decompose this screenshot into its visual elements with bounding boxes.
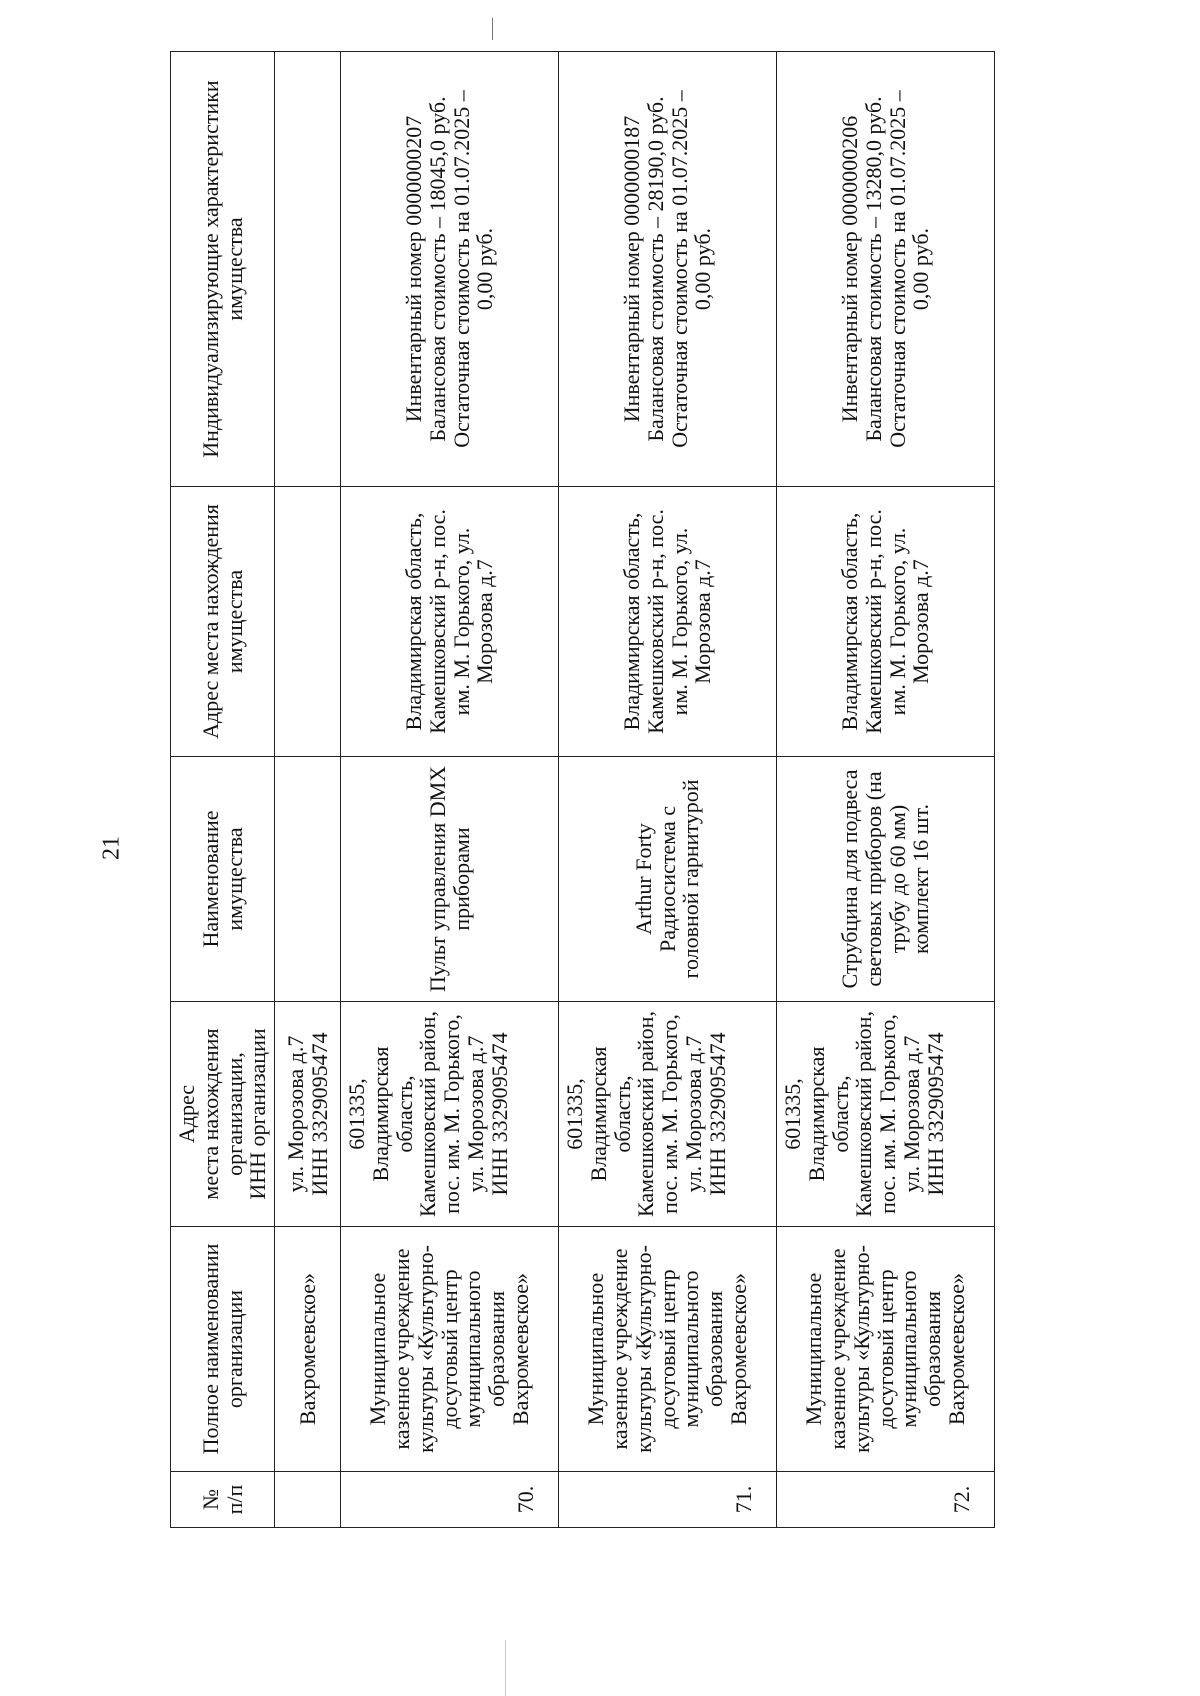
addr-line: ул. Морозова д.7: [282, 1035, 308, 1193]
cell-num: 71.: [559, 1472, 777, 1528]
cell-addr: [777, 1002, 995, 1227]
cell-name: [275, 757, 341, 1002]
char-line: Балансовая стоимость – 28190,0 руб.: [642, 96, 668, 442]
header-addr: [171, 1002, 275, 1227]
addr-line: Камешковский район,: [633, 1011, 659, 1217]
char-line: Остаточная стоимость на 01.07.2025 –: [666, 90, 692, 448]
cell-loc: Владимирская область, Камешковский р-н, пос. им. М. Горького, ул. Морозова д.7: [341, 487, 559, 757]
addr-line: Владимирская: [585, 1046, 611, 1182]
addr-line: ИНН 3329095474: [486, 1032, 512, 1196]
cell-addr: [275, 1002, 341, 1227]
header-loc: Адрес места нахождения имущества: [171, 487, 275, 757]
cell-name: Пульт управления DMX приборами: [341, 757, 559, 1002]
table-row: [777, 52, 995, 1528]
addr-line: 601335,: [780, 1078, 805, 1150]
binder-mark: [492, 18, 493, 40]
addr-line: ИНН 3329095474: [922, 1032, 948, 1196]
addr-line: Камешковский район,: [851, 1011, 877, 1217]
cell-org: Муниципальное казенное учреждение культуры «Культурно-досуговый центр муниципального образования Вахромеевское»: [777, 1227, 995, 1472]
cell-org: Муниципальное казенное учреждение культуры «Культурно-досуговый центр муниципального образования Вахромеевское»: [341, 1227, 559, 1472]
table-row: [559, 52, 777, 1528]
addr-line: 601335,: [344, 1078, 369, 1150]
table-row-continuation: [275, 52, 341, 1528]
addr-line: ИНН 3329095474: [306, 1032, 332, 1196]
header-addr-line: организации,: [221, 1052, 247, 1176]
cell-num: 72.: [777, 1472, 995, 1528]
cell-org: Вахромеевское»: [275, 1227, 341, 1472]
cell-loc: Владимирская область, Камешковский р-н, пос. им. М. Горького, ул. Морозова д.7: [559, 487, 777, 757]
addr-line: Камешковский район,: [415, 1011, 441, 1217]
addr-line: пос. им. М. Горького,: [875, 1014, 900, 1214]
table-header-row: [171, 52, 275, 1528]
char-line: Остаточная стоимость на 01.07.2025 –: [448, 90, 474, 448]
header-char: Индивидуализирующие характеристики имущества: [171, 52, 275, 487]
header-org: Полное наименовании организации: [171, 1227, 275, 1472]
property-table: [170, 51, 995, 1528]
addr-line: область,: [827, 1075, 853, 1153]
header-num: № п/п: [171, 1472, 275, 1528]
page-number: 21: [98, 836, 125, 860]
addr-line: ул. Морозова д.7: [462, 1035, 488, 1193]
addr-line: область,: [391, 1075, 417, 1153]
char-line: Инвентарный номер 0000000207: [401, 115, 426, 423]
property-table-container: [170, 52, 994, 1528]
cell-char: [777, 52, 995, 487]
cell-loc: Владимирская область, Камешковский р-н, пос. им. М. Горького, ул. Морозова д.7: [777, 487, 995, 757]
cell-addr: [559, 1002, 777, 1227]
cell-num: [275, 1472, 341, 1528]
addr-line: ИНН 3329095474: [704, 1032, 730, 1196]
cell-char: [341, 52, 559, 487]
char-line: Балансовая стоимость – 13280,0 руб.: [860, 96, 886, 442]
header-addr-line: ИНН организации: [245, 1028, 271, 1200]
cell-name: Arthur Forty Радиосистема с головной гарнитурой: [559, 757, 777, 1002]
char-line: 0,00 руб.: [472, 227, 498, 311]
cell-num: 70.: [341, 1472, 559, 1528]
header-name: Наименование имущества: [171, 757, 275, 1002]
addr-line: Владимирская: [367, 1046, 393, 1182]
addr-line: область,: [609, 1075, 635, 1153]
char-line: 0,00 руб.: [690, 227, 716, 311]
addr-line: ул. Морозова д.7: [680, 1035, 706, 1193]
cell-name: Струбцина для подвеса световых приборов (на трубу до 60 мм) комплект 16 шт.: [777, 757, 995, 1002]
fold-line: [505, 1640, 506, 1696]
cell-addr: [341, 1002, 559, 1227]
char-line: Балансовая стоимость – 18045,0 руб.: [424, 96, 450, 442]
header-addr-line: Адрес: [174, 1084, 199, 1144]
addr-line: 601335,: [562, 1078, 587, 1150]
addr-line: пос. им. М. Горького,: [439, 1014, 464, 1214]
char-line: Остаточная стоимость на 01.07.2025 –: [884, 90, 910, 448]
cell-char: [275, 52, 341, 487]
addr-line: ул. Морозова д.7: [898, 1035, 924, 1193]
cell-org: Муниципальное казенное учреждение культуры «Культурно-досуговый центр муниципального образования Вахромеевское»: [559, 1227, 777, 1472]
char-line: Инвентарный номер 0000000206: [837, 115, 862, 423]
cell-char: [559, 52, 777, 487]
addr-line: Владимирская: [803, 1046, 829, 1182]
table-row: [341, 52, 559, 1528]
char-line: Инвентарный номер 0000000187: [619, 115, 644, 423]
addr-line: пос. им. М. Горького,: [657, 1014, 682, 1214]
header-addr-line: места нахождения: [197, 1028, 223, 1200]
char-line: 0,00 руб.: [908, 227, 934, 311]
cell-loc: [275, 487, 341, 757]
